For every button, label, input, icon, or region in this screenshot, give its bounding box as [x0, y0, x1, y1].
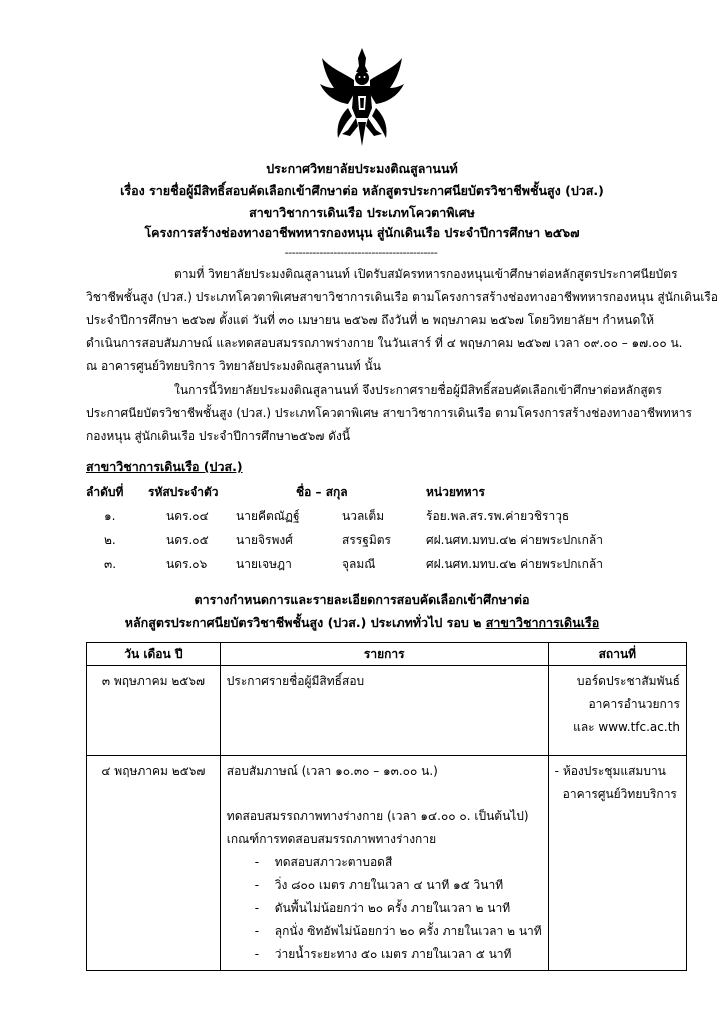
announcement-title: ประกาศวิทยาลัยประมงติณสูลานนท์	[266, 161, 458, 176]
test-item: - วิ่ง ๘๐๐ เมตร ภายในเวลา ๔ นาที ๑๕ วินาที	[255, 874, 542, 897]
place-line: อาคารอำนวยการ	[588, 697, 680, 711]
candidate-list-header	[86, 480, 646, 504]
schedule-caption-prefix: หลักสูตรประกาศนียบัตรวิชาชีพชั้นสูง (ปวส.) ประเภททั่วไป รอบ ๒	[124, 615, 486, 630]
place-line: บอร์ดประชาสัมพันธ์	[576, 674, 680, 688]
header-date: วัน เดือน ปี	[87, 643, 221, 666]
schedule-caption-line-1: ตารางกำหนดการและรายละเอียดการสอบคัดเลือกเข้าศึกษาต่อ	[194, 592, 530, 607]
item-text: ประกาศรายชื่อผู้มีสิทธิ์สอบ	[226, 674, 365, 688]
divider-line: --------------------------------------------	[284, 246, 438, 259]
header-place: สถานที่	[548, 643, 686, 666]
schedule-date	[87, 756, 221, 971]
candidate-row	[86, 552, 646, 576]
schedule-item	[220, 756, 548, 971]
candidate-last-name: จุลมณี	[342, 557, 376, 571]
schedule-place	[548, 756, 686, 971]
paragraph-1-line-2: วิชาชีพชั้นสูง (ปวส.) ประเภทโควตาพิเศษสาขาวิชาการเดินเรือ ตามโครงการสร้างช่องทางอาชีพทหารกองหนุน สู่นักเดินเรือ	[86, 290, 719, 304]
paragraph-1-line-4: ดำเนินการสอบสัมภาษณ์ และทดสอบสมรรถภาพร่างกาย ในวันเสาร์ ที่ ๔ พฤษภาคม ๒๕๖๗ เวลา ๐๙.๐๐ – ๑๗.๐๐ น.	[86, 336, 683, 350]
schedule-item	[220, 666, 548, 756]
website-link[interactable]: และ www.tfc.ac.th	[573, 720, 680, 734]
date-text: ๔ พฤษภาคม ๒๕๖๗	[101, 764, 206, 778]
schedule-caption-branch: สาขาวิชาการเดินเรือ	[485, 615, 600, 630]
header-id: รหัสประจำตัว	[148, 485, 219, 499]
candidate-id: นดร.๐๖	[166, 557, 208, 571]
candidate-row	[86, 528, 646, 552]
criteria-text: เกณฑ์การทดสอบสมรรถภาพทางร่างกาย	[226, 832, 437, 846]
announcement-project: โครงการสร้างช่องทางอาชีพทหารกองหนุน สู่นักเดินเรือ ประจำปีการศึกษา ๒๕๖๗	[144, 225, 580, 240]
test-item: - ว่ายน้ำระยะทาง ๕๐ เมตร ภายในเวลา ๕ นาที	[255, 943, 542, 966]
candidate-id: นดร.๐๕	[166, 533, 209, 547]
announcement-branch: สาขาวิชาการเดินเรือ ประเภทโควตาพิเศษ	[249, 205, 475, 220]
announcement-subject: เรื่อง รายชื่อผู้มีสิทธิ์สอบคัดเลือกเข้าศึกษาต่อ หลักสูตรประกาศนียบัตรวิชาชีพชั้นสูง (ปวส.)	[120, 183, 604, 198]
schedule-caption-line-2	[0, 611, 724, 635]
candidate-last-name: สรรฐมิตร	[342, 533, 391, 547]
paragraph-1-line-3: ประจำปีการศึกษา ๒๕๖๗ ตั้งแต่ วันที่ ๓๐ เมษายน ๒๕๖๗ ถึงวันที่ ๒ พฤษภาคม ๒๕๖๗ โดยวิทยาลัยฯ กำหนดให้	[86, 313, 655, 327]
candidate-order: ๓.	[104, 557, 117, 571]
interview-text: สอบสัมภาษณ์ (เวลา ๑๐.๓๐ – ๑๓.๐๐ น.)	[226, 764, 438, 778]
candidate-order: ๑.	[104, 509, 116, 523]
candidate-unit: ศฝ.นศท.มทบ.๔๒ ค่ายพระปกเกล้า	[426, 557, 604, 571]
test-item: - ทดสอบสภาวะตาบอดสี	[255, 851, 542, 874]
paragraph-2-line-1: ในการนี้วิทยาลัยประมงติณสูลานนท์ จึงประกาศรายชื่อผู้มีสิทธิ์สอบคัดเลือกเข้าศึกษาต่อหลักสูตร	[174, 383, 662, 397]
candidate-first-name: นายเจษฎา	[236, 557, 292, 571]
schedule-header-row	[87, 643, 687, 666]
candidate-unit: ศฝ.นศท.มทบ.๔๒ ค่ายพระปกเกล้า	[426, 533, 604, 547]
paragraph-1-line-1: ตามที่ วิทยาลัยประมงติณสูลานนท์ เปิดรับสมัครทหารกองหนุนเข้าศึกษาต่อหลักสูตรประกาศนียบัตร	[174, 267, 678, 281]
section-title: สาขาวิชาการเดินเรือ (ปวส.)	[86, 459, 243, 474]
candidate-first-name: นายคีตณัฏฐ์	[236, 509, 300, 523]
candidate-unit: ร้อย.พล.สร.รพ.ค่ายวชิราวุธ	[426, 509, 570, 523]
schedule-row	[87, 666, 687, 756]
paragraph-1-line-5: ณ อาคารศูนย์วิทยบริการ วิทยาลัยประมงติณสูลานนท์ นั้น	[86, 359, 381, 373]
candidate-first-name: นายจิรพงศ์	[236, 533, 293, 547]
candidate-id: นดร.๐๔	[166, 509, 209, 523]
schedule-table	[86, 642, 687, 971]
schedule-row	[87, 756, 687, 971]
candidate-row	[86, 504, 646, 528]
paragraph-2-line-3: กองหนุน สู่นักเดินเรือ ประจำปีการศึกษา๒๕๖๗ ดังนี้	[86, 429, 351, 443]
schedule-date	[87, 666, 221, 756]
header-order: ลำดับที่	[86, 485, 124, 499]
schedule-place	[548, 666, 686, 756]
date-text: ๓ พฤษภาคม ๒๕๖๗	[101, 674, 205, 688]
paragraph-2-line-2: ประกาศนียบัตรวิชาชีพชั้นสูง (ปวส.) ประเภทโควตาพิเศษ สาขาวิชาการเดินเรือ ตามโครงการสร้างช่องทางอาชีพทหาร	[86, 406, 692, 420]
place-line: - ห้องประชุมแสมบาน	[554, 764, 666, 778]
header-unit: หน่วยทหาร	[426, 485, 485, 499]
header-item: รายการ	[220, 643, 548, 666]
garuda-emblem	[318, 46, 406, 148]
candidate-order: ๒.	[104, 533, 116, 547]
fitness-text: ทดสอบสมรรถภาพทางร่างกาย (เวลา ๑๔.๐๐ ๐. เป็นต้นไป)	[226, 809, 529, 823]
test-item: - ลุกนั่ง ซิทอัพไม่น้อยกว่า ๒๐ ครั้ง ภายในเวลา ๒ นาที	[255, 920, 542, 943]
candidate-last-name: นวลเต็ม	[342, 509, 385, 523]
place-line: อาคารศูนย์วิทยบริการ	[562, 787, 677, 801]
test-item: - ดันพื้นไม่น้อยกว่า ๒๐ ครั้ง ภายในเวลา ๒ นาที	[255, 897, 542, 920]
header-name: ชื่อ – สกุล	[296, 485, 348, 499]
candidate-list	[86, 480, 646, 576]
